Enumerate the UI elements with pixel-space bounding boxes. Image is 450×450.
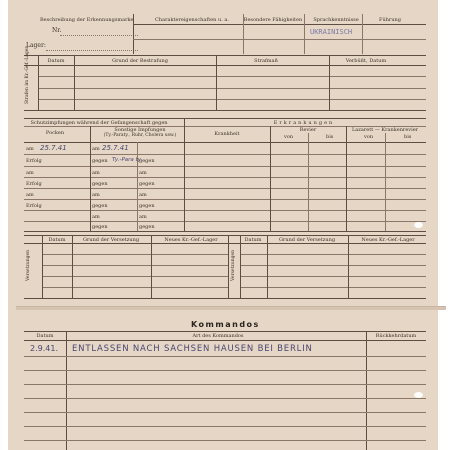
pocken-header: Pocken xyxy=(45,130,65,136)
transfers-camp-header: Neues Kr.-Gef.-Lager xyxy=(164,237,218,243)
kommandos-row-line xyxy=(24,412,426,413)
transfers-date-header: Datum xyxy=(48,237,66,243)
kommandos-divider xyxy=(366,331,367,450)
punishments-divider xyxy=(329,55,330,110)
transfers-divider xyxy=(240,235,241,298)
vaccination-row-line xyxy=(24,188,426,189)
vaccination-row-line xyxy=(24,199,426,200)
vaccination-row-line xyxy=(24,221,426,222)
kommando-entry-date: 2.9.41. xyxy=(30,344,58,353)
vaccination-row-label: am xyxy=(26,192,34,198)
kommandos-row-line xyxy=(24,356,426,357)
kommando-entry-text: ENTLASSEN NACH SACHSEN HAUSEN BEI BERLIN xyxy=(72,344,313,354)
punishments-divider xyxy=(216,55,217,110)
transfers-divider xyxy=(42,235,43,298)
nr-line xyxy=(60,35,138,36)
transfers-row-line xyxy=(42,254,228,255)
transfers-divider xyxy=(228,235,229,298)
other-gegen-label: gegen xyxy=(139,224,155,230)
lager-label: Lager: xyxy=(26,42,46,49)
other-gegen-label: gegen xyxy=(92,203,108,209)
punishments-side-label: Strafen im Kr.-Gef.-Lager xyxy=(25,46,30,104)
vaccination-row-label: Erfolg xyxy=(26,181,42,187)
vaccination-header-rule xyxy=(24,142,426,143)
other-vaccination-date-entry: 25.7.41 xyxy=(102,144,129,152)
punch-hole xyxy=(414,222,423,228)
illness-divider xyxy=(308,133,309,231)
other-gegen-label: gegen xyxy=(139,158,155,164)
transfers-top-rule xyxy=(24,235,426,236)
other-am-label: am xyxy=(139,192,147,198)
punishments-row-line xyxy=(38,99,426,100)
character-label: Charaktereigenschaften u. a. xyxy=(155,17,229,23)
punishments-reason-header: Grund der Bestrafung xyxy=(112,58,168,64)
transfers-camp-header-2: Neues Kr.-Gef.-Lager xyxy=(361,237,415,243)
vaccination-top-rule xyxy=(24,118,426,119)
vaccination-divider xyxy=(184,118,185,231)
languages-label: Sprachkenntnisse xyxy=(313,17,359,23)
revier-von: von xyxy=(284,134,294,140)
other-vaccination-subheader: (Ty.-Paraty., Ruhr, Cholera usw.) xyxy=(103,133,177,138)
vaccination-row-line xyxy=(24,210,426,211)
illness-header: Krankheit xyxy=(214,131,240,137)
nr-label: Nr. xyxy=(52,27,62,34)
transfers-divider xyxy=(267,235,268,298)
kommandos-divider xyxy=(66,331,67,450)
revier-header: Revier xyxy=(299,127,317,133)
transfers-header-rule xyxy=(24,243,426,244)
other-am-label: am xyxy=(92,146,100,152)
transfers-divider xyxy=(348,235,349,298)
header-divider xyxy=(133,14,134,54)
punishments-top-rule xyxy=(24,55,426,56)
lazarett-bis: bis xyxy=(404,134,412,140)
language-stamp: UKRAINISCH xyxy=(310,28,353,36)
other-am-label: am xyxy=(139,170,147,176)
punishments-date-header: Datum xyxy=(47,58,65,64)
punishments-row-line xyxy=(38,76,426,77)
punishments-bottom-rule xyxy=(24,110,426,111)
revier-bis: bis xyxy=(326,134,334,140)
header-rule xyxy=(133,24,426,25)
other-am-label: am xyxy=(92,170,100,176)
vaccination-row-label: Erfolg xyxy=(26,158,42,164)
illness-divider xyxy=(385,133,386,231)
transfers-date-header-2: Datum xyxy=(244,237,262,243)
punishments-header-rule xyxy=(24,65,426,66)
transfers-side-label-2: Versetzungen xyxy=(231,249,236,281)
prisoner-record-card xyxy=(8,0,438,450)
illness-heading: Erkrankungen xyxy=(273,120,335,126)
kommandos-row-line xyxy=(24,370,426,371)
other-vaccination-type-entry: Ty.-Para ty. xyxy=(112,157,143,163)
lager-line xyxy=(46,50,138,51)
transfers-row-line xyxy=(42,276,228,277)
other-am-label: am xyxy=(92,214,100,220)
transfers-row-line xyxy=(42,265,228,266)
kommandos-return-header: Rückkehrdatum xyxy=(375,333,417,339)
description-label: Beschreibung der Erkennungsmarke xyxy=(40,17,134,23)
punishments-divider xyxy=(74,55,75,110)
other-gegen-label: gegen xyxy=(139,181,155,187)
kommandos-type-header: Art des Kommandos xyxy=(192,333,244,339)
lazarett-von: von xyxy=(364,134,374,140)
transfers-divider xyxy=(72,235,73,298)
kommandos-row-line xyxy=(24,384,426,385)
other-vaccination-header: Sonstige Impfungen xyxy=(114,127,166,133)
kommandos-row-line xyxy=(24,398,426,399)
vaccination-divider xyxy=(90,126,91,231)
vaccination-row-label: am xyxy=(26,170,34,176)
kommandos-row-line xyxy=(24,426,426,427)
vaccination-row-line xyxy=(24,154,426,155)
transfers-reason-header: Grund der Versetzung xyxy=(82,237,140,243)
vaccination-heading: Schutzimpfungen während der Gefangenschaft gegen xyxy=(30,120,168,126)
other-am-label: am xyxy=(92,192,100,198)
other-gegen-label: gegen xyxy=(92,181,108,187)
header-divider xyxy=(304,14,305,54)
punishments-row-line xyxy=(38,88,426,89)
vaccination-row-line xyxy=(24,177,426,178)
transfers-reason-header-2: Grund der Versetzung xyxy=(278,237,336,243)
illness-divider xyxy=(346,126,347,231)
other-am-label: am xyxy=(139,214,147,220)
card-fold xyxy=(16,306,446,310)
vaccination-bottom-rule xyxy=(24,231,426,232)
vaccination-row-line xyxy=(24,166,426,167)
vaccination-divider xyxy=(137,142,138,231)
header-divider xyxy=(362,14,363,54)
kommandos-row-line xyxy=(24,440,426,441)
transfers-side-label: Versetzungen xyxy=(26,249,31,281)
other-gegen-label: gegen xyxy=(92,224,108,230)
transfers-bottom-rule xyxy=(24,298,426,299)
vaccination-row-label: Erfolg xyxy=(26,203,42,209)
transfers-row-line xyxy=(42,287,228,288)
header-divider xyxy=(243,14,244,54)
header-row-line xyxy=(133,39,426,40)
transfers-divider xyxy=(151,235,152,298)
pocken-date-entry: 25.7.41 xyxy=(40,144,67,152)
skills-label: Besondere Fähigkeiten xyxy=(243,17,303,23)
punishments-divider xyxy=(38,55,39,110)
illness-divider xyxy=(270,126,271,231)
vaccination-row-label: am xyxy=(26,146,34,152)
punishments-served-header: Verbüßt, Datum xyxy=(345,58,387,64)
other-gegen-label: gegen xyxy=(139,203,155,209)
other-gegen-label: gegen xyxy=(92,158,108,164)
punch-hole xyxy=(414,392,423,398)
lazarett-header: Lazarett — Krankenrevier xyxy=(351,127,419,133)
leadership-label: Führung xyxy=(379,17,401,23)
punishments-sentence-header: Strafmaß xyxy=(254,58,278,64)
kommandos-date-header: Datum xyxy=(36,333,54,339)
kommandos-title: Kommandos xyxy=(191,320,260,329)
